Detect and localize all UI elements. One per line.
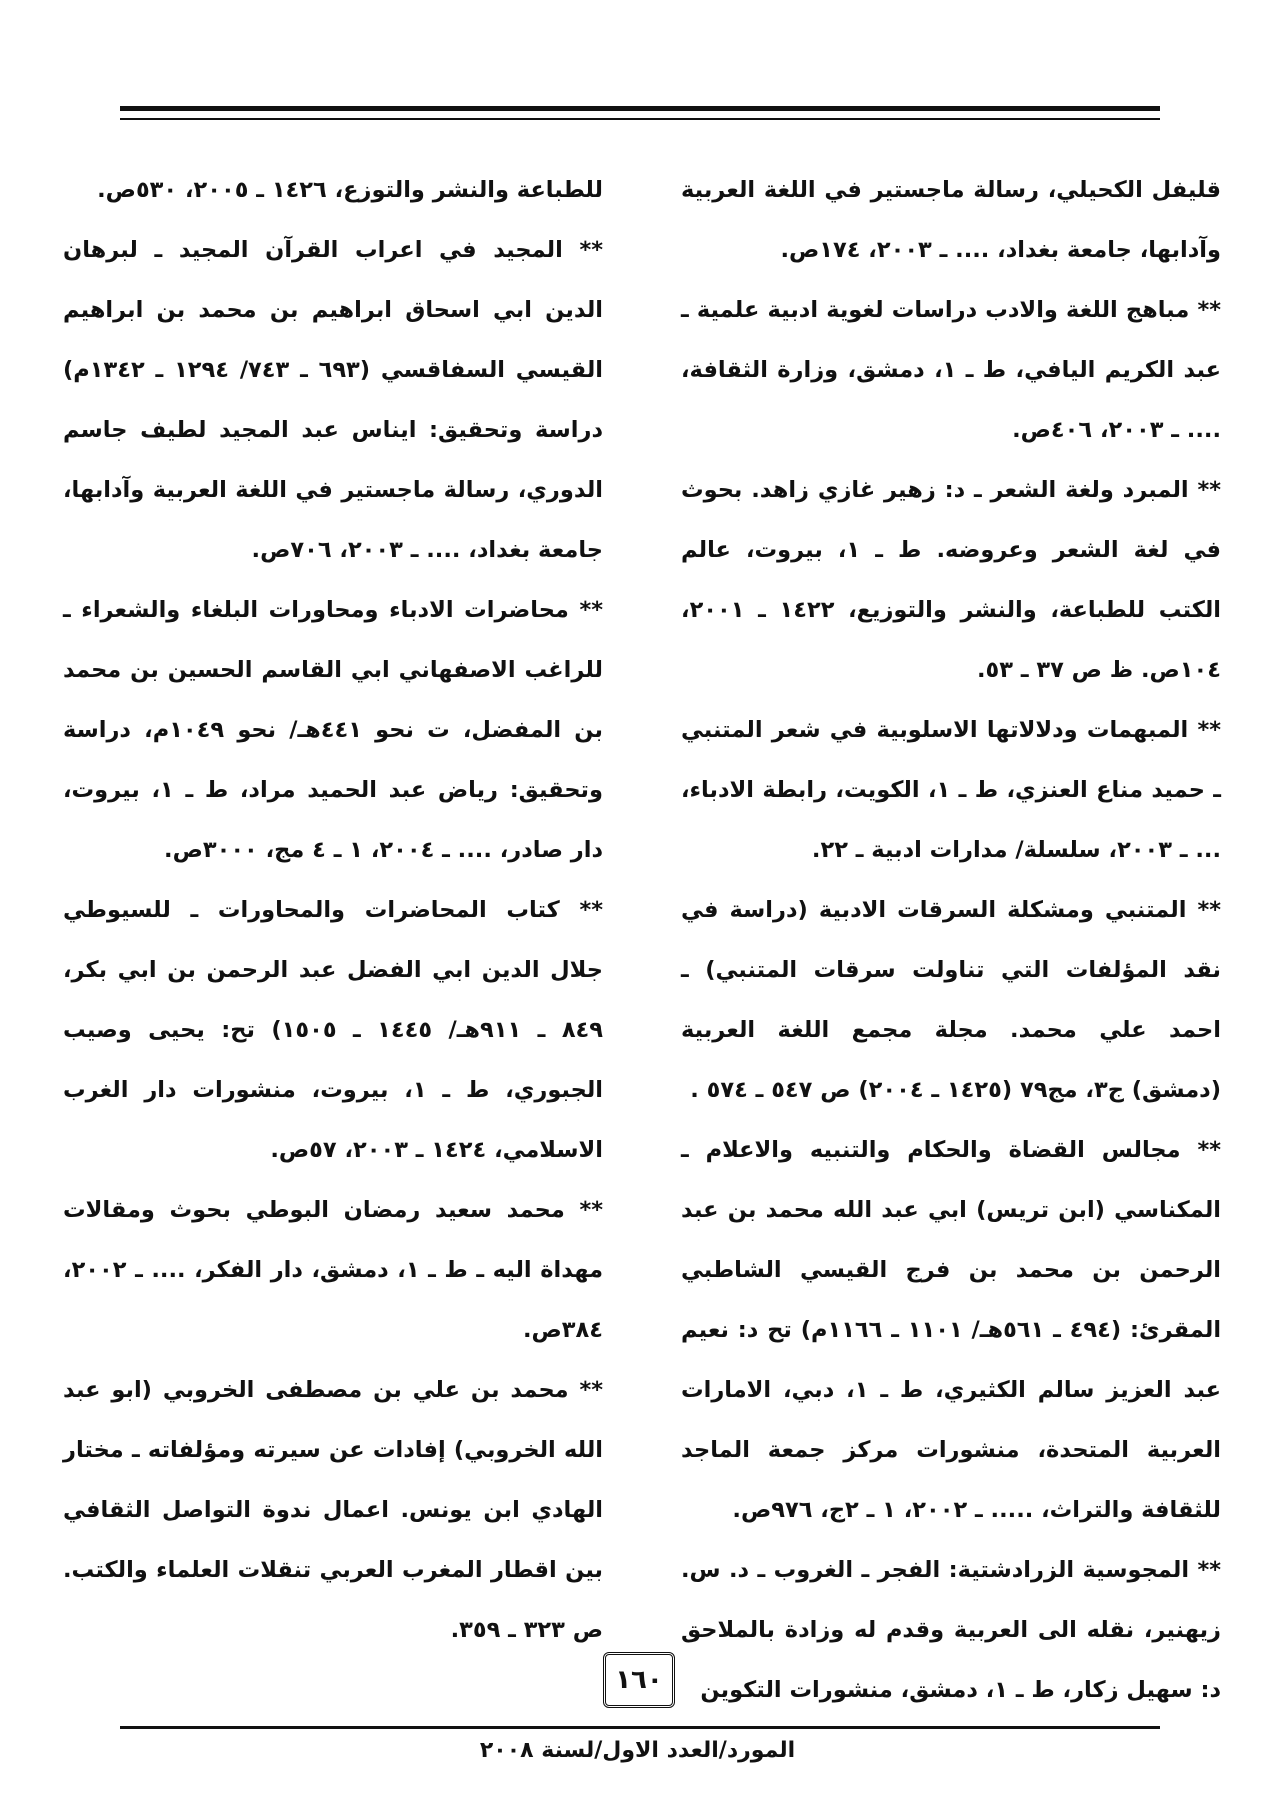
page-number: ١٦٠ (603, 1652, 675, 1708)
entry: ** محاضرات الادباء ومحاورات البلغاء والشعراء ـ للراغب الاصفهاني ابي القاسم الحسين بن محمد بن المفضل، ت نحو ٤٤١هـ/ نحو ١٠٤٩م، دراسة وتحقيق: رياض عبد الحميد مراد، ط ـ ١، بيروت، دار صادر، .... ـ ٢٠٠٤، ١ ـ ٤ مج، ٣٠٠٠ص. (63, 597, 604, 863)
entry: للطباعة والنشر والتوزع، ١٤٢٦ ـ ٢٠٠٥، ٥٣٠ص. (97, 177, 603, 203)
entry: ** المبرد ولغة الشعر ـ د: زهير غازي زاهد. بحوث في لغة الشعر وعروضه. ط ـ ١، بيروت، عالم الكتب للطباعة، والنشر والتوزيع، ١٤٢٢ ـ ٢٠٠١، ١٠٤ص. ظ ص ٣٧ ـ ٥٣. (681, 477, 1222, 683)
left-column (63, 160, 603, 1660)
entry: ** مباهج اللغة والادب دراسات لغوية ادبية علمية ـ عبد الكريم اليافي، ط ـ ١، دمشق، وزارة الثقافة، .... ـ ٢٠٠٣، ٤٠٦ص. (681, 297, 1221, 443)
right-column (681, 160, 1221, 1720)
entry: ** المجيد في اعراب القرآن المجيد ـ لبرهان الدين ابي اسحاق ابراهيم بن محمد بن ابراهيم القيسي السفاقسي (٦٩٣ ـ ٧٤٣/ ١٢٩٤ ـ ١٣٤٢م) دراسة وتحقيق: ايناس عبد المجيد لطيف جاسم الدوري، رسالة ماجستير في اللغة العربية وآدابها، جامعة بغداد، .... ـ ٢٠٠٣، ٧٠٦ص. (63, 237, 604, 563)
entry: ** المجوسية الزرادشتية: الفجر ـ الغروب ـ د. س. زيهنير، نقله الى العربية وقدم له وزادة بالملاحق د: سهيل زكار، ط ـ ١، دمشق، منشورات التكوين (681, 1557, 1221, 1703)
entry: ** محمد سعيد رمضان البوطي بحوث ومقالات مهداة اليه ـ ط ـ ١، دمشق، دار الفكر، .... ـ ٢٠٠٢، ٣٨٤ص. (63, 1197, 603, 1343)
entry: ** المبهمات ودلالاتها الاسلوبية في شعر المتنبي ـ حميد مناع العنزي، ط ـ ١، الكويت، رابطة الادباء، ... ـ ٢٠٠٣، سلسلة/ مدارات ادبية ـ ٢٢. (681, 717, 1221, 863)
entry: ** مجالس القضاة والحكام والتنبيه والاعلام ـ المكناسي (ابن تريس) ابي عبد الله محمد بن عبد الرحمن بن محمد بن فرج القيسي الشاطبي المقرئ: (٤٩٤ ـ ٥٦١هـ/ ١١٠١ ـ ١١٦٦م) تح د: نعيم عبد العزيز سالم الكثيري، ط ـ ١، دبي، الامارات العربية المتحدة، منشورات مركز جمعة الماجد للثقافة والتراث، ..... ـ ٢٠٠٢، ١ ـ ٢ج، ٩٧٦ص. (681, 1137, 1222, 1523)
entry: ** المتنبي ومشكلة السرقات الادبية (دراسة في نقد المؤلفات التي تناولت سرقات المتنبي) ـ احمد علي محمد. مجلة مجمع اللغة العربية (دمشق) ج٣، مج٧٩ (١٤٢٥ ـ ٢٠٠٤) ص ٥٤٧ ـ ٥٧٤ . (681, 897, 1221, 1103)
entry: ** كتاب المحاضرات والمحاورات ـ للسيوطي جلال الدين ابي الفضل عبد الرحمن بن ابي بكر، ٨٤٩ ـ ٩١١هـ/ ١٤٤٥ ـ ١٥٠٥) تح: يحيى وصيب الجبوري، ط ـ ١، بيروت، منشورات دار الغرب الاسلامي، ١٤٢٤ ـ ٢٠٠٣، ٥٧ص. (63, 897, 604, 1163)
header-rule-thick (120, 106, 1160, 111)
footer-rule (120, 1726, 1160, 1729)
entry: قليفل الكحيلي، رسالة ماجستير في اللغة العربية وآدابها، جامعة بغداد، .... ـ ٢٠٠٣، ١٧٤ص. (681, 177, 1221, 263)
header-rule-thin (120, 118, 1160, 120)
entry: ** محمد بن علي بن مصطفى الخروبي (ابو عبد الله الخروبي) إفادات عن سيرته ومؤلفاته ـ مختار الهادي ابن يونس. اعمال ندوة التواصل الثقافي بين اقطار المغرب العربي تنقلات العلماء والكتب. ص ٣٢٣ ـ ٣٥٩. (63, 1377, 603, 1643)
journal-footer: المورد/العدد الاول/لسنة ٢٠٠٨ (479, 1738, 796, 1763)
